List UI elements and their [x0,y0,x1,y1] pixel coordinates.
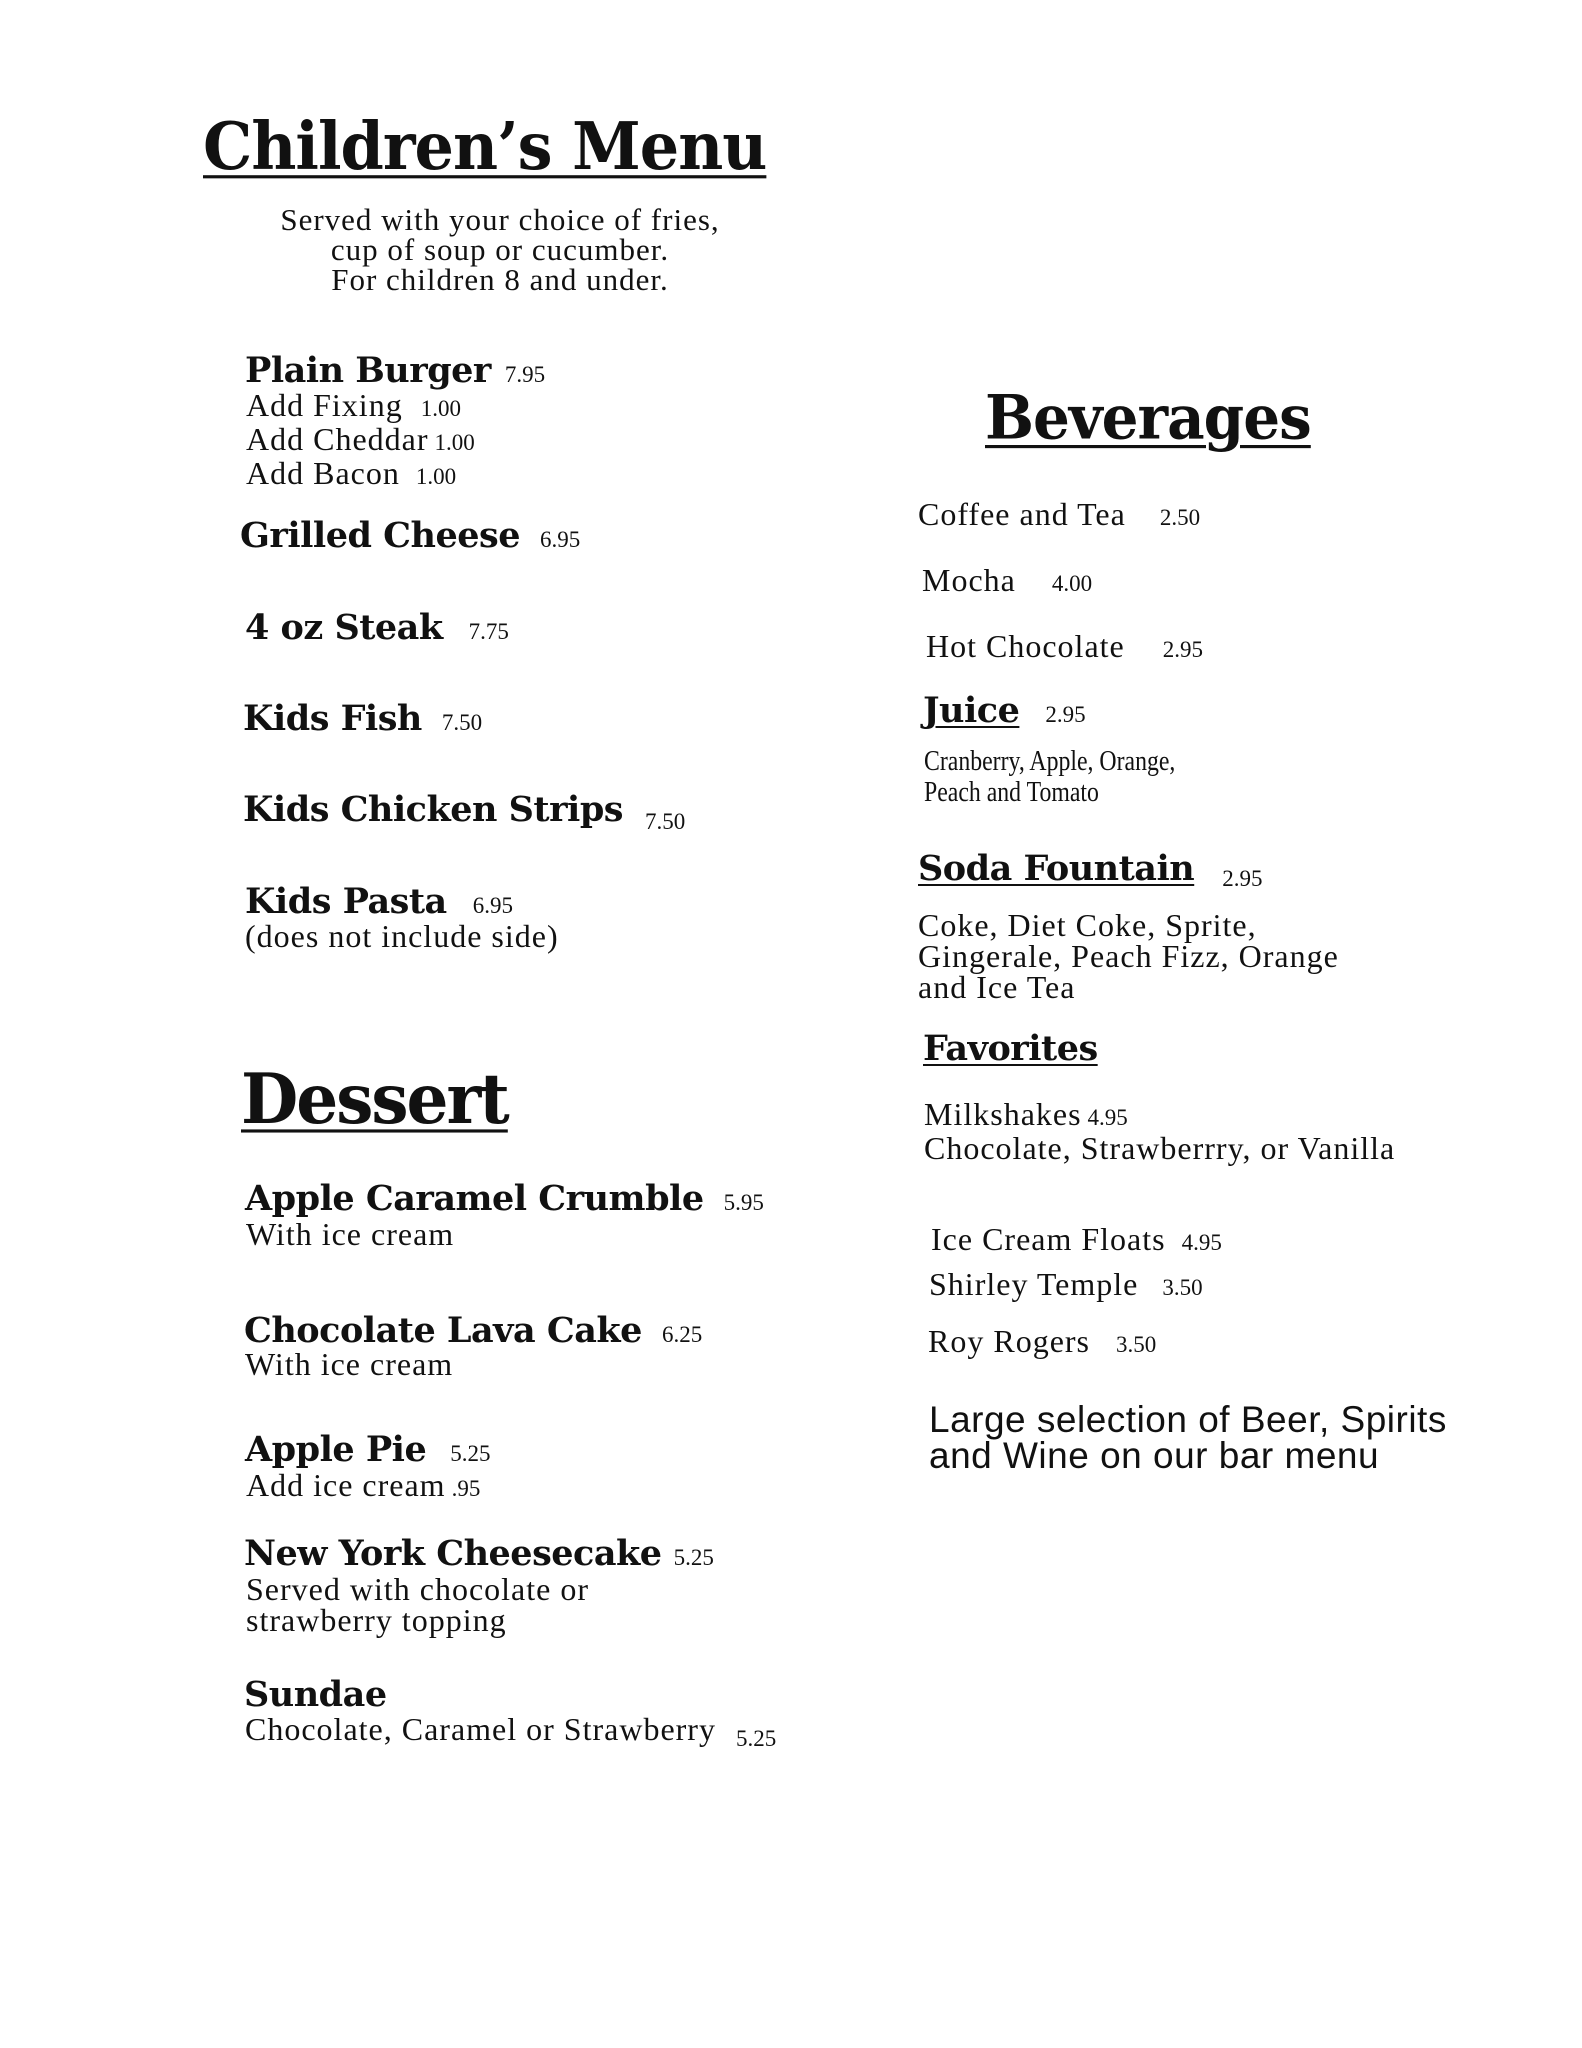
dessert-title: Dessert [241,1058,508,1140]
beverage-price: 3.50 [1162,1275,1203,1300]
item-note: With ice cream [246,1216,455,1252]
extra-line [246,421,475,458]
beverage-hot-chocolate [926,628,1203,665]
item-note: With ice cream [245,1346,454,1382]
flavor-line: Peach and Tomato [924,776,1099,808]
favorites-heading: Favorites [923,1028,1098,1069]
item-price: 6.95 [539,527,581,552]
beverage-price: 4.95 [1087,1105,1128,1130]
item-name: New York Cheesecake [244,1533,662,1574]
beverage-name: Roy Rogers [928,1323,1090,1359]
beverage-price: 2.95 [1045,702,1086,727]
item-name: Sundae [244,1674,387,1715]
item-price: 7.50 [645,809,686,834]
beverage-name: Coffee and Tea [918,496,1126,532]
item-name: Chocolate Lava Cake [244,1310,642,1351]
item-note [245,1711,777,1751]
menu-item-sundae [244,1674,387,1715]
item-price: 6.95 [472,893,513,918]
extra-price: 1.00 [420,396,461,421]
childrens-intro [230,202,770,297]
extra-price: 1.00 [415,464,457,489]
beverage-name: Hot Chocolate [926,628,1125,664]
item-name: Kids Pasta [245,881,447,922]
item-note [246,1571,589,1638]
section-heading: Juice [923,690,1020,731]
note-text: Chocolate, Caramel or Strawberry [245,1711,716,1747]
intro-line: For children 8 and under. [331,262,669,297]
beverage-juice [923,690,1086,731]
flavor-line: Coke, Diet Coke, Sprite, [918,907,1257,943]
item-note: (does not include side) [245,918,559,954]
item-name: Apple Pie [245,1429,427,1470]
beverage-price: 2.95 [1222,866,1263,891]
bar-menu-note [929,1399,1447,1476]
beverage-price: 2.50 [1159,505,1201,530]
item-price: 5.95 [723,1190,764,1215]
menu-item-apple-caramel-crumble [245,1178,764,1219]
intro-line: Served with your choice of fries, [280,202,720,237]
menu-item-plain-burger [245,350,545,391]
beverage-milkshakes [924,1096,1396,1166]
soda-flavors [918,907,1339,1005]
item-price: 5.25 [450,1441,491,1466]
item-price: 7.95 [504,362,546,387]
section-heading: Soda Fountain [918,848,1195,889]
menu-item-steak [245,607,509,648]
intro-line: cup of soup or cucumber. [330,232,670,267]
item-name: Apple Caramel Crumble [245,1178,704,1219]
beverage-price: 2.95 [1162,637,1203,662]
flavor-line: Gingerale, Peach Fizz, Orange [918,938,1339,974]
beverage-name: Mocha [922,562,1016,598]
menu-item-apple-pie [245,1429,490,1470]
beverage-price: 4.00 [1051,571,1093,596]
menu-item-new-york-cheesecake [244,1533,714,1574]
beverage-mocha [922,562,1092,599]
extra-label: Add Fixing [246,387,403,423]
item-price: 7.50 [441,710,483,735]
beverage-soda-fountain [918,848,1262,889]
extra-label: Add Bacon [246,455,400,491]
menu-item-grilled-cheese [240,515,580,556]
beverages-title: Beverages [985,382,1311,454]
menu-item-kids-fish [243,698,482,739]
flavor-line: and Ice Tea [918,969,1076,1005]
item-name: Grilled Cheese [240,515,520,556]
note-line: strawberry topping [246,1602,507,1638]
beverage-name: Milkshakes [924,1096,1082,1132]
beverage-shirley-temple [929,1266,1203,1303]
note-price: .95 [451,1476,481,1501]
item-price: 6.25 [661,1322,703,1347]
menu-item-kids-chicken-strips [243,789,686,834]
milkshake-flavors: Chocolate, Strawberrry, or Vanilla [924,1130,1396,1166]
juice-flavors [924,746,1175,808]
extra-label: Add Cheddar [246,421,429,457]
beverage-price: 4.95 [1181,1230,1222,1255]
item-name: Kids Fish [243,698,422,739]
item-extras [246,387,475,492]
note-text: Add ice cream [246,1467,446,1503]
beverage-price: 3.50 [1116,1332,1157,1357]
item-name: Plain Burger [245,350,491,391]
beverage-name: Shirley Temple [929,1266,1139,1302]
childrens-menu-title: Children’s Menu [203,108,767,185]
note-price: 5.25 [735,1726,777,1751]
item-price: 5.25 [673,1545,714,1570]
extra-price: 1.00 [434,430,475,455]
item-price: 7.75 [468,619,509,644]
bar-note-line: Large selection of Beer, Spirits [929,1399,1447,1440]
bar-note-line: and Wine on our bar menu [929,1435,1380,1476]
menu-item-kids-pasta [245,881,513,922]
note-line: Served with chocolate or [246,1571,589,1607]
beverage-coffee-tea [918,496,1200,533]
beverage-name: Ice Cream Floats [931,1221,1166,1257]
menu-item-chocolate-lava-cake [244,1310,702,1351]
beverage-roy-rogers [928,1323,1156,1360]
extra-line [246,455,475,492]
flavor-line: Cranberry, Apple, Orange, [924,745,1176,777]
item-name: 4 oz Steak [245,607,443,648]
item-name: Kids Chicken Strips [243,789,623,830]
extra-line [246,387,475,424]
item-note [246,1467,481,1504]
beverage-ice-cream-floats [931,1221,1222,1258]
